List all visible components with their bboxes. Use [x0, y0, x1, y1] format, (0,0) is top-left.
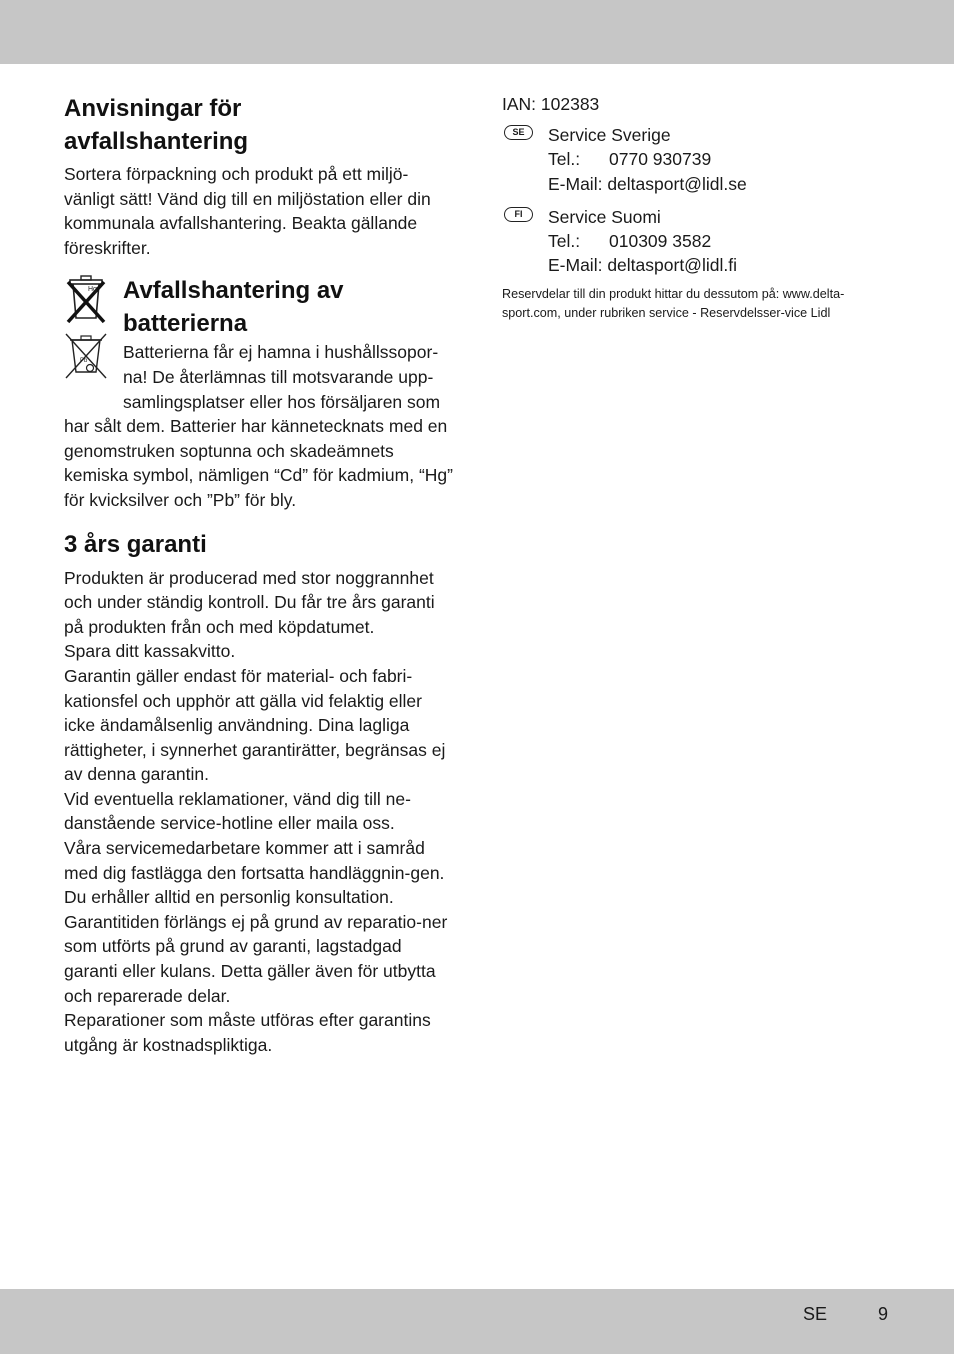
- guarantee-heading: 3 års garanti: [64, 530, 207, 558]
- se-country-badge: SE: [504, 125, 533, 140]
- waste-heading-line2: avfallshantering: [64, 128, 249, 155]
- service-finland: [502, 205, 902, 278]
- guarantee-paragraph-6: Garantitiden förlängs ej på grund av reparatio-ner som utförts på grund av garanti, lagstadgad garanti eller kulans. Detta gäller även för utbytta och reparerade delar.: [64, 911, 448, 1006]
- service-sweden-email[interactable]: deltasport@lidl.se: [607, 173, 747, 194]
- email-label: E-Mail:: [548, 173, 603, 194]
- crossed-bin-pb-icon: [64, 332, 108, 380]
- waste-heading-line1: Anvisningar för: [64, 95, 242, 122]
- fi-country-badge: FI: [504, 207, 533, 222]
- service-sweden-name: Service Sverige: [548, 125, 671, 145]
- spare-parts-note: Reservdelar till din produkt hittar du dessutom på: www.delta-sport.com, under rubriken service - Reservdelsser-vice Lidl: [502, 286, 845, 321]
- page-number: 9: [878, 1304, 889, 1324]
- left-column: [64, 92, 456, 1057]
- guarantee-paragraph-5: Våra servicemedarbetare kommer att i samråd med dig fastlägga den fortsatta handläggnin-gen. Du erhåller alltid en personlig konsultation.: [64, 838, 445, 908]
- crossed-bin-hg-icon: [64, 274, 108, 326]
- service-finland-name: Service Suomi: [548, 206, 661, 227]
- footer-language: SE: [803, 1304, 828, 1324]
- waste-heading: [64, 92, 456, 158]
- guarantee-paragraph-2: Spara ditt kassakvitto.: [64, 641, 236, 662]
- guarantee-paragraph-4: Vid eventuella reklamationer, vänd dig till ne-danstående service-hotline eller maila oss.: [64, 788, 411, 834]
- battery-heading-line2: batterierna: [123, 310, 248, 338]
- service-finland-tel-row: [548, 229, 902, 253]
- service-finland-email[interactable]: deltasport@lidl.fi: [607, 255, 737, 276]
- service-sweden: [502, 123, 902, 196]
- right-column: [502, 92, 902, 324]
- battery-heading: [123, 274, 456, 340]
- battery-text: Batterierna får ej hamna i hushållssopor-na! De återlämnas till motsvarande upp-samlingsplatser eller hos försäljaren som har sålt dem. Batterier har kännetecknats med en genomstruken soptunna och skadeämnets kemiska symbol, nämligen “Cd” för kadmium, “Hg” för kvicksilver och ”Pb” för bly.: [64, 342, 453, 510]
- email-label: E-Mail:: [548, 255, 603, 276]
- header-band: [0, 0, 954, 64]
- service-sweden-tel[interactable]: 0770 930739: [609, 149, 712, 170]
- tel-label: Tel.:: [548, 149, 581, 170]
- guarantee-paragraph-1: Produkten är producerad med stor noggrannhet och under ständig kontroll. Du får tre års garanti på produkten från och med köpdatumet.: [64, 567, 435, 637]
- battery-heading-line1: Avfallshantering av: [123, 277, 344, 305]
- ian-number: IAN: 102383: [502, 94, 600, 114]
- pb-symbol: Pb: [80, 358, 88, 365]
- service-finland-email-row: [548, 253, 902, 277]
- service-finland-tel[interactable]: 010309 3582: [609, 231, 712, 252]
- service-sweden-tel-row: [548, 147, 902, 171]
- service-sweden-email-row: [548, 172, 902, 196]
- guarantee-paragraph-7: Reparationer som måste utföras efter garantins utgång är kostnadspliktiga.: [64, 1010, 431, 1055]
- guarantee-paragraph-3: Garantin gäller endast för material- och fabri-kationsfel och upphör att gälla vid felaktig eller icke ändamålsenlig användning. Dina lagliga rättigheter, i synnerhet garantirätter, begränsas ej av denna garantin.: [64, 665, 446, 785]
- waste-text: Sortera förpackning och produkt på ett miljö-vänligt sätt! Vänd dig till en miljöstation eller din kommunala avfallshantering. Beakta gällande föreskrifter.: [64, 164, 431, 258]
- tel-label: Tel.:: [548, 231, 581, 252]
- hg-symbol: Hg: [88, 286, 97, 294]
- battery-section: [64, 274, 456, 512]
- battery-icons: [64, 274, 112, 380]
